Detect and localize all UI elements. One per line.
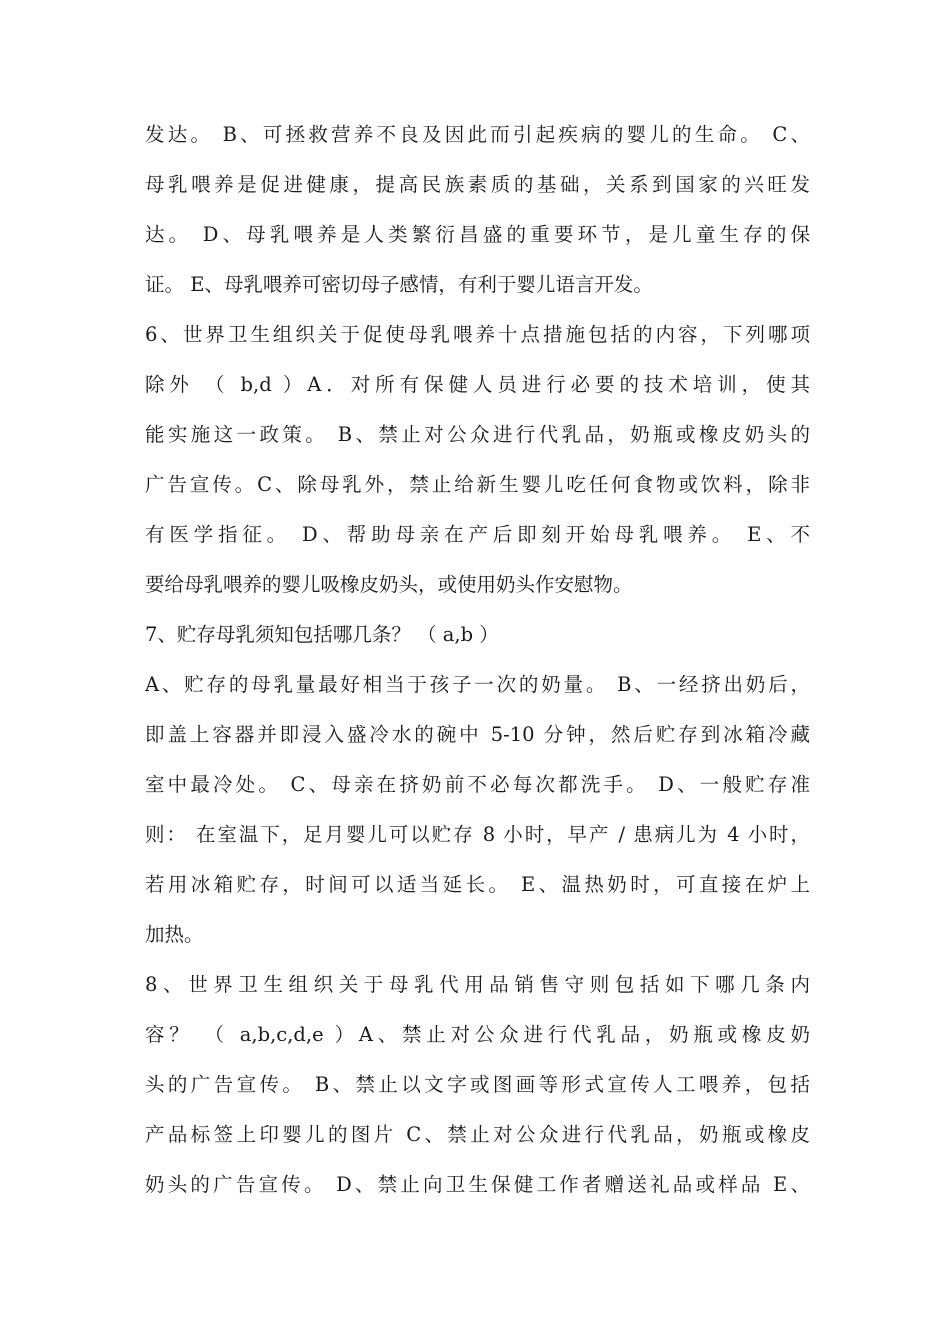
text-line: 产品标签上印婴儿的图片 C、禁止对公众进行代乳品，奶瓶或橡皮: [145, 1123, 810, 1146]
text-line: A、贮存的母乳量最好相当于孩子一次的奶量。 B、一经挤出奶后，: [145, 673, 810, 696]
text-line: 除外 （ b,d ）A．对所有保健人员进行必要的技术培训，使其: [145, 373, 810, 396]
text-line: 达。 D、母乳喂养是人类繁衍昌盛的重要环节，是儿童生存的保: [145, 223, 810, 246]
text-line: 证。 E、母乳喂养可密切母子感情，有利于婴儿语言开发。: [145, 273, 653, 296]
text-line: 有医学指征。 D、帮助母亲在产后即刻开始母乳喂养。 E、不: [145, 523, 810, 546]
text-line: 8、世界卫生组织关于母乳代用品销售守则包括如下哪几条内: [145, 973, 810, 996]
text-line: 则： 在室温下，足月婴儿可以贮存 8 小时，早产 / 患病儿为 4 小时，: [145, 823, 810, 846]
text-line: 6、世界卫生组织关于促使母乳喂养十点措施包括的内容，下列哪项: [145, 323, 810, 346]
text-line: 发达。 B、可拯救营养不良及因此而引起疾病的婴儿的生命。 C、: [145, 123, 810, 146]
text-line: 能实施这一政策。 B、禁止对公众进行代乳品，奶瓶或橡皮奶头的: [145, 423, 810, 446]
text-line: 室中最冷处。 C、母亲在挤奶前不必每次都洗手。 D、一般贮存准: [145, 773, 810, 796]
text-line: 头的广告宣传。 B、禁止以文字或图画等形式宣传人工喂养，包括: [145, 1073, 810, 1096]
text-line: 容？ （ a,b,c,d,e ）A、禁止对公众进行代乳品，奶瓶或橡皮奶: [145, 1023, 810, 1046]
text-line: 母乳喂养是促进健康，提高民族素质的基础，关系到国家的兴旺发: [145, 173, 810, 196]
text-line: 即盖上容器并即浸入盛冷水的碗中 5-10 分钟，然后贮存到冰箱冷藏: [145, 723, 810, 746]
text-line: 奶头的广告宣传。 D、禁止向卫生保健工作者赠送礼品或样品 E、: [145, 1173, 810, 1196]
text-line: 7、贮存母乳须知包括哪几条？ （ a,b ）: [145, 623, 499, 646]
text-line: 要给母乳喂养的婴儿吸橡皮奶头，或使用奶头作安慰物。: [145, 573, 633, 596]
text-line: 加热。: [145, 923, 204, 946]
text-line: 广告宣传。C、除母乳外，禁止给新生婴儿吃任何食物或饮料，除非: [145, 473, 810, 496]
text-line: 若用冰箱贮存，时间可以适当延长。 E、温热奶时，可直接在炉上: [145, 873, 810, 896]
